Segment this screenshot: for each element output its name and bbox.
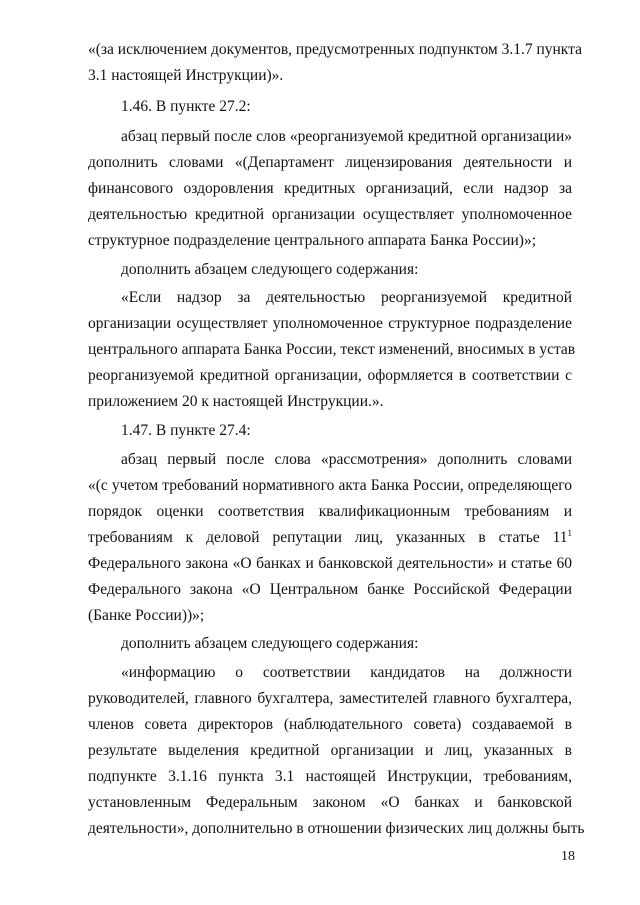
text-line: структурное подразделение центрального аппарата Банка России)»;	[88, 232, 537, 249]
text-line: абзац первый после слова «рассмотрения» дополнить словами	[121, 451, 572, 468]
text-line: дополнить абзацем следующего содержания:	[121, 261, 419, 278]
text-line: руководителей, главного бухгалтера, заместителей главного бухгалтера,	[88, 690, 572, 707]
section-heading: 1.46. В пункте 27.2:	[121, 98, 251, 115]
superscript: 1	[567, 528, 572, 538]
text-line: результате выделения кредитной организации и лиц, указанных в	[88, 742, 572, 759]
text-line: «информацию о соответствии кандидатов на должности	[121, 664, 572, 681]
text-line: дополнить абзацем следующего содержания:	[121, 635, 419, 652]
text-line: порядок оценки соответствия квалификационным требованиям и	[88, 503, 572, 520]
text-line: финансового оздоровления кредитных организаций, если надзор за	[88, 180, 572, 197]
text-line: установленным Федеральным законом «О банках и банковской	[88, 794, 572, 811]
text-line: деятельностью кредитной организации осуществляет уполномоченное	[88, 206, 572, 223]
text-line: дополнить словами «(Департамент лицензирования деятельности и	[88, 154, 572, 171]
text-line-body: требованиям к деловой репутации лиц, указанных в статье 11	[88, 529, 568, 546]
text-line: «(с учетом требований нормативного акта Банка России, определяющего	[88, 477, 572, 494]
text-line: Федерального закона «О банках и банковской деятельности» и статье 60	[88, 555, 572, 572]
text-line	[88, 528, 572, 548]
text-line: организации осуществляет уполномоченное структурное подразделение	[88, 315, 572, 332]
text-line: «Если надзор за деятельностью реорганизуемой кредитной	[121, 289, 572, 306]
text-line: членов совета директоров (наблюдательного совета) создаваемой в	[88, 716, 572, 733]
text-line: деятельности», дополнительно в отношении физических лиц должны быть	[88, 820, 585, 837]
text-line: реорганизуемой кредитной организации, оформляется в соответствии с	[88, 367, 572, 384]
text-line: абзац первый после слов «реорганизуемой кредитной организации»	[121, 128, 572, 145]
text-line: «(за исключением документов, предусмотренных подпунктом 3.1.7 пункта	[88, 41, 582, 58]
text-line: приложением 20 к настоящей Инструкции.».	[88, 393, 384, 410]
page-number: 18	[561, 849, 575, 864]
text-line: 3.1 настоящей Инструкции)».	[88, 67, 284, 84]
section-heading: 1.47. В пункте 27.4:	[121, 422, 251, 439]
text-line: Федерального закона «О Центральном банке Российской Федерации	[88, 581, 572, 598]
text-line: подпункте 3.1.16 пункта 3.1 настоящей Инструкции, требованиям,	[88, 768, 572, 785]
text-line: (Банке России))»;	[88, 607, 205, 624]
text-line: центрального аппарата Банка России, текст изменений, вносимых в устав	[88, 341, 576, 358]
